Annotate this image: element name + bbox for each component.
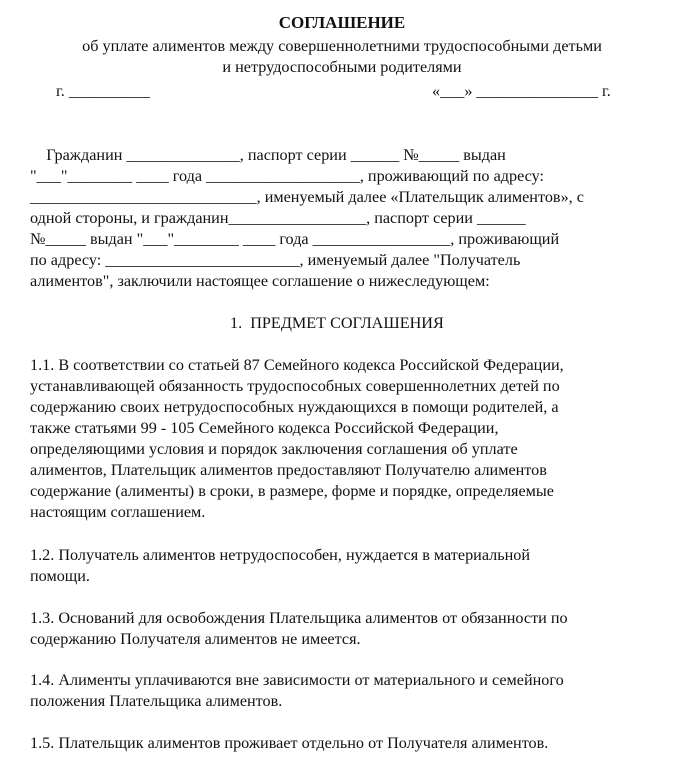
clause-1-1-line: содержанию своих нетрудоспособных нуждающихся в помощи родителей, а — [30, 398, 559, 416]
clause-1-1-line: настоящим соглашением. — [30, 503, 206, 521]
document-subtitle-line-1: об уплате алиментов между совершеннолетними трудоспособными детьми — [82, 37, 602, 55]
clause-1-3-line: 1.3. Оснований для освобождения Плательщика алиментов от обязанности по — [30, 609, 568, 627]
document-title: СОГЛАШЕНИЕ — [278, 13, 406, 32]
clause-1-1-line: устанавливающей обязанность трудоспособных совершеннолетних детей по — [30, 377, 560, 395]
date-field: «___» _______________ г. — [432, 82, 611, 100]
clause-1-1-line: содержание (алименты) в сроки, в размере, форме и порядке, определяемые — [30, 482, 554, 500]
clause-1-1-line: определяющими условия и порядок заключения соглашения об уплате — [30, 440, 518, 458]
clause-1-1-line: алиментов, Плательщик алиментов предоставляют Получателю алиментов — [30, 461, 547, 479]
section-1-heading: 1. ПРЕДМЕТ СОГЛАШЕНИЯ — [230, 314, 444, 332]
city-field: г. __________ — [56, 82, 150, 100]
preamble-line: "___"________ ____ года ___________________, проживающий по адресу: — [30, 167, 545, 185]
preamble-line: Гражданин ______________, паспорт серии ______ №_____ выдан — [30, 146, 506, 164]
clause-1-3-line: содержанию Получателя алиментов не имеется. — [30, 630, 361, 648]
preamble-line: ____________________________, именуемый далее «Плательщик алиментов», с — [30, 188, 584, 206]
clause-1-2-line: 1.2. Получатель алиментов нетрудоспособен, нуждается в материальной — [30, 546, 531, 564]
clause-1-1-line: 1.1. В соответствии со статьей 87 Семейного кодекса Российской Федерации, — [30, 356, 564, 374]
preamble-line: одной стороны, и гражданин_________________, паспорт серии ______ — [30, 209, 526, 227]
clause-1-4-line: положения Плательщика алиментов. — [30, 692, 283, 710]
clause-1-4-line: 1.4. Алименты уплачиваются вне зависимости от материального и семейного — [30, 671, 564, 689]
preamble-line: алиментов", заключили настоящее соглашение о нижеследующем: — [30, 272, 490, 290]
preamble-line: №_____ выдан "___"________ ____ года _________________, проживающий — [30, 230, 560, 248]
preamble-line: по адресу: ________________________, именуемый далее "Получатель — [30, 251, 521, 269]
clause-1-1-line: также статьями 99 - 105 Семейного кодекса Российской Федерации, — [30, 419, 499, 437]
clause-1-2-line: помощи. — [30, 567, 90, 585]
document-subtitle-line-2: и нетрудоспособными родителями — [222, 58, 462, 76]
clause-1-5-line: 1.5. Плательщик алиментов проживает отдельно от Получателя алиментов. — [30, 734, 549, 752]
